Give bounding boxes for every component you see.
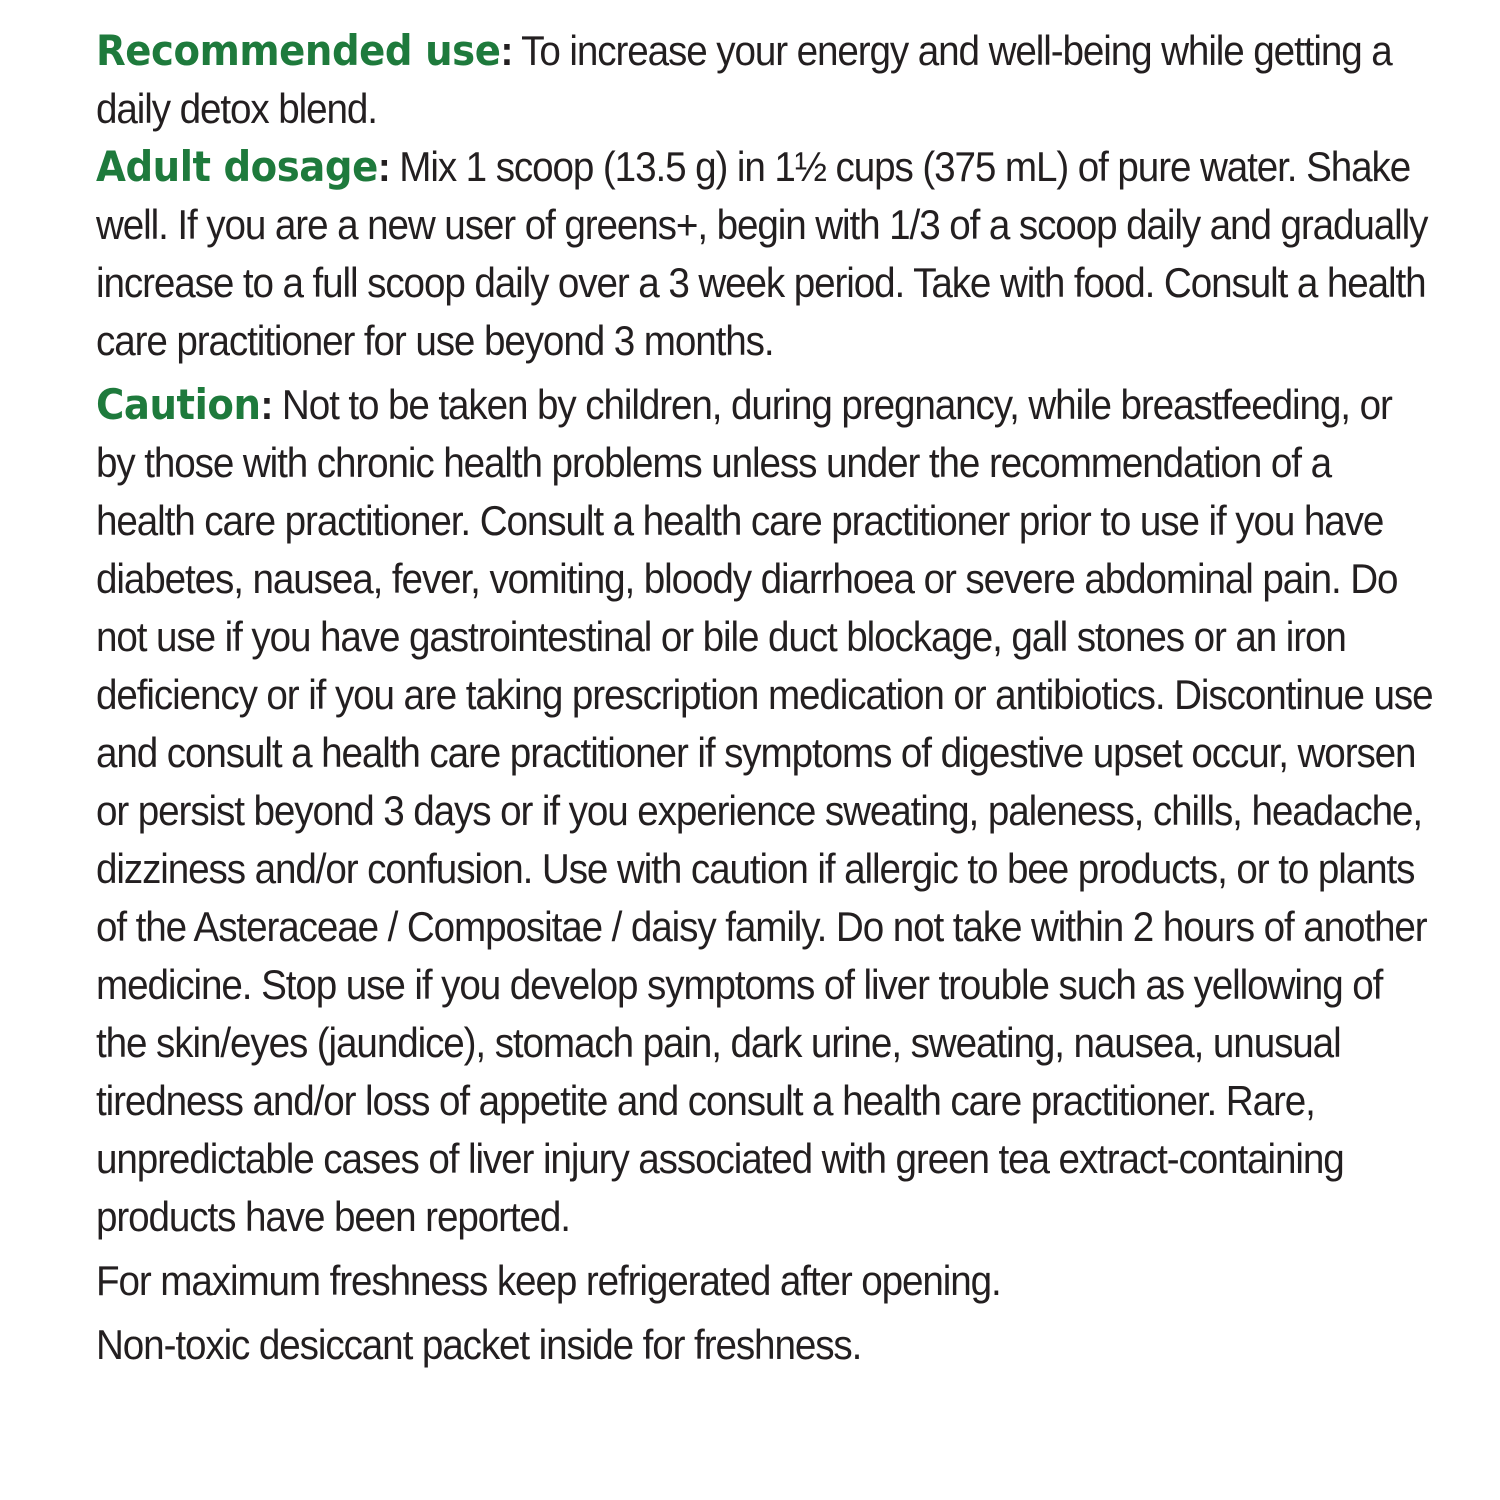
adult-dosage-paragraph	[96, 138, 1439, 370]
adult-dosage-label: Adult dosage	[96, 142, 378, 191]
recommended-use-paragraph	[96, 22, 1439, 138]
recommended-use-text: To increase your energy and well-being while getting a daily detox blend.	[96, 27, 1392, 132]
adult-dosage-text: Mix 1 scoop (13.5 g) in 1½ cups (375 mL) of pure water. Shake well. If you are a new user of greens+, begin with 1/3 of a scoop daily and gradually increase to a full scoop daily over a 3 week period. Take with food. Consult a health care practitioner for use beyond 3 months.	[96, 143, 1428, 364]
caution-paragraph	[96, 376, 1439, 1246]
adult-dosage-colon: :	[377, 143, 390, 190]
recommended-use-colon: :	[500, 27, 513, 74]
recommended-use-label: Recommended use	[96, 26, 501, 75]
freshness-note: For maximum freshness keep refrigerated after opening.	[96, 1257, 1001, 1304]
caution-label: Caution	[96, 380, 261, 429]
caution-colon: :	[260, 381, 273, 428]
caution-text: Not to be taken by children, during pregnancy, while breastfeeding, or by those with chronic health problems unless under the recommendation of a health care practitioner. Consult a health care practitioner prior to use if you have diabetes, nausea, fever, vomiting, bloody diarrhoea or severe abdominal pain. Do not use if you have gastrointestinal or bile duct blockage, gall stones or an iron deficiency or if you are taking prescription medication or antibiotics. Discontinue use and consult a health care practitioner if symptoms of digestive upset occur, worsen or persist beyond 3 days or if you experience sweating, paleness, chills, headache, dizziness and/or confusion. Use with caution if allergic to bee products, or to plants of the Asteraceae / Compositae / daisy family. Do not take within 2 hours of another medicine. Stop use if you develop symptoms of liver trouble such as yellowing of the skin/eyes (jaundice), stomach pain, dark urine, sweating, nausea, unusual tiredness and/or loss of appetite and consult a health care practitioner. Rare, unpredictable cases of liver injury associated with green tea extract-containing products have been reported.	[96, 381, 1433, 1240]
desiccant-note: Non-toxic desiccant packet inside for freshness.	[96, 1321, 862, 1368]
